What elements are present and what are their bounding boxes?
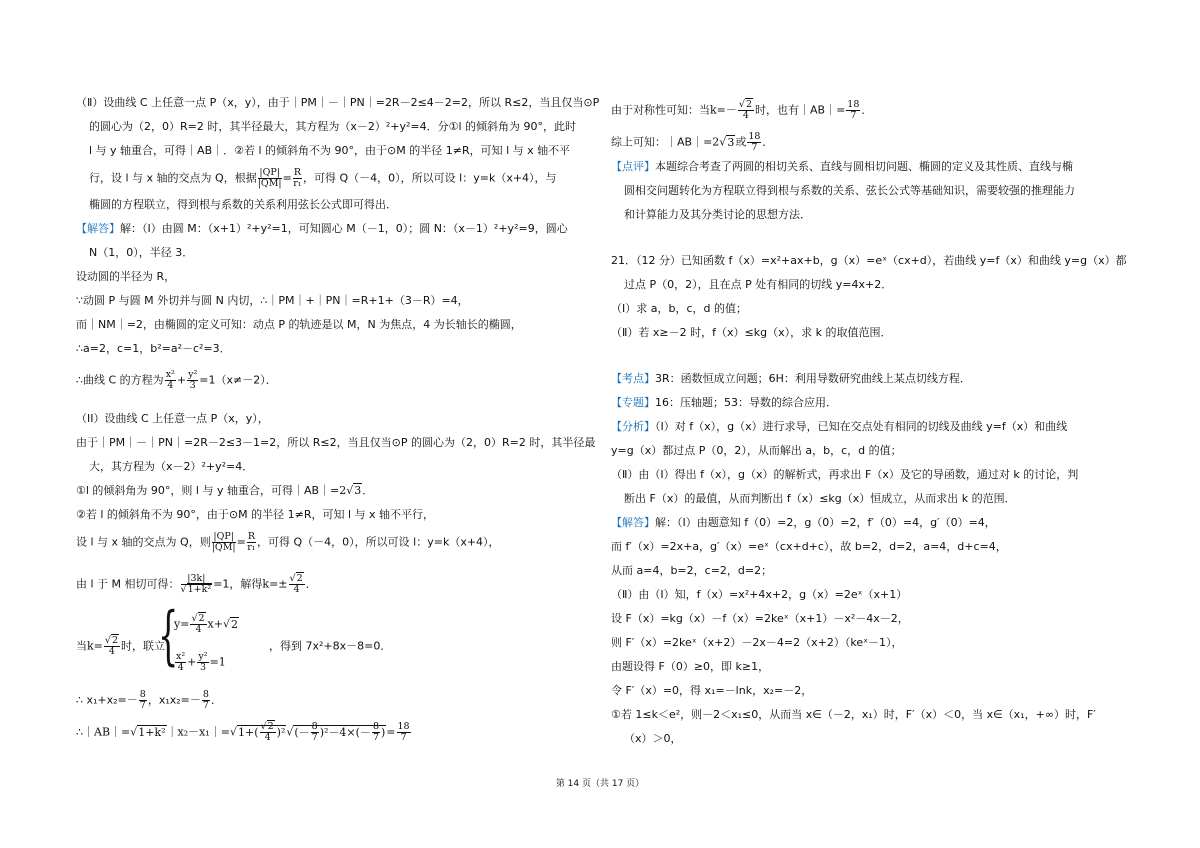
text-line: 而 f′（x）=2x+a，g′（x）=eˣ（cx+d+c），故 b=2，d=2，a=4，d+c=4， [611, 540, 1007, 553]
solution-line: 【解答】解：（Ⅰ）由题意知 f（0）=2，g（0）=2，f′（0）=4，g′（0）=4， [611, 516, 996, 529]
text-line: N（1，0），半径 3． [89, 246, 194, 259]
analysis-line: 【分析】（Ⅰ）对 f（x），g（x）进行求导，已知在交点处有相同的切线及曲线 y=f（x）和曲线 [611, 420, 1068, 433]
fraction: $\frac{8}{7}$ [202, 689, 209, 711]
fraction: $\frac{8}{7}$ [372, 721, 379, 743]
text-line-with-radical: ①l 的倾斜角为 90°，则 l 与 y 轴重合，可得｜AB｜=2√3． [76, 484, 374, 497]
text-line: 由于｜PM｜－｜PN｜=2R－2≤3－1=2，所以 R≤2，当且仅当⊙P 的圆心为（2，0）R=2 时，其半径最 [76, 436, 596, 449]
question-line: 过点 P（0，2），且在点 P 处有相同的切线 y=4x+2． [624, 278, 893, 291]
comment-line: 【点评】本题综合考查了两圆的相切关系、直线与圆相切问题、椭圆的定义及其性质、直线与椭 [611, 160, 1073, 173]
analysis-tag: 【分析】 [611, 420, 655, 433]
fraction: $\frac{|QP|}{|QM|}$ [257, 167, 282, 189]
text-line: 圆相交问题转化为方程联立得到根与系数的关系、弦长公式等基础知识，需要较强的推理能力 [624, 184, 1075, 197]
system-equation-2: $\frac{\text{x²}}{4}$ + $\frac{\text{y²}}{3}$ =1 [176, 651, 226, 673]
text-line: 而｜NM｜=2，由椭圆的定义可知：动点 P 的轨迹是以 M，N 为焦点，4 为长轴长的椭圆， [76, 318, 522, 331]
fraction: $\frac{R}{\text{r₁}}$ [247, 531, 256, 553]
text-line-with-system: 当k= $\frac{√2}{4}$ 时，联立 ，得到 7x²+8x－8=0． [76, 635, 392, 657]
fraction: $\frac{|3k|}{\text{√1+k²}}$ [180, 573, 212, 595]
fraction: $\frac{R}{\text{r₁}}$ [293, 167, 302, 189]
comment-tag: 【点评】 [611, 160, 655, 173]
text-line: 断出 F（x）的最值，从而判断出 f（x）≤kg（x）恒成立，从而求出 k 的范围． [624, 492, 1016, 505]
topic-line: 【专题】16：压轴题；53：导数的综合应用． [611, 396, 837, 409]
text-line: （II）设曲线 C 上任意一点 P（x，y）， [76, 412, 269, 425]
page-footer: 第 14 页（共 17 页） [555, 779, 645, 789]
text-line: 从而 a=4，b=2，c=2，d=2； [611, 564, 773, 577]
text-line: （Ⅱ）由（I）知，f（x）=x²+4x+2，g（x）=2eˣ（x+1） [611, 588, 908, 601]
knowledge-point-tag: 【考点】 [611, 372, 655, 385]
text-line-with-fraction: 综上可知：｜AB｜=2√3或 $\frac{18}{7}$ ． [611, 131, 774, 153]
text-line: （Ⅱ）由（I）得出 f（x），g（x）的解析式，再求出 F（x）及它的导函数，通过对 k 的讨论，判 [611, 468, 1079, 481]
fraction: $\frac{\text{x²}}{4}$ [176, 651, 186, 673]
text-line: （x）＞0， [624, 732, 682, 745]
text-line: 大，其方程为（x－2）²+y²=4． [89, 460, 254, 473]
text-line: 设动圆的半径为 R， [76, 270, 176, 283]
text-line: 设 F（x）=kg（x）－f（x）=2keˣ（x+1）－x²－4x－2， [611, 612, 909, 625]
text-line: y=g（x）都过点 P（0，2），从而解出 a，b，c，d 的值； [611, 444, 902, 457]
solution-line: 【解答】解：（I）由圆 M：（x+1）²+y²=1，可知圆心 M（－1，0）；圆 N：（x－1）²+y²=9，圆心 [76, 222, 568, 235]
fraction: $\frac{18}{7}$ [847, 99, 860, 121]
text-line-with-fraction: 行，设 l 与 x 轴的交点为 Q，根据 $\frac{|QP|}{|QM|}$ = $\frac{R}{\text{r₁}}$ ，可得 Q（－4，0），所以可设 l：y=k（x+4），与 [89, 167, 557, 189]
text-line: ②若 l 的倾斜角不为 90°，由于⊙M 的半径 1≠R，可知 l 与 x 轴不平行， [76, 508, 435, 521]
topic-tag: 【专题】 [611, 396, 655, 409]
fraction: $\frac{18}{7}$ [397, 721, 410, 743]
text-line: l 与 y 轴重合，可得｜AB｜．②若 l 的倾斜角不为 90°，由于⊙M 的半径 1≠R，可知 l 与 x 轴不平 [89, 144, 571, 157]
fraction: $\frac{√2}{4}$ [104, 635, 118, 657]
text-line: 由题设得 F（0）≥0，即 k≥1， [611, 660, 770, 673]
question-line: （Ⅱ）若 x≥－2 时，f（x）≤kg（x），求 k 的取值范围． [611, 326, 892, 339]
fraction: $\frac{\text{y²}}{3}$ [188, 369, 198, 391]
text-line-with-fraction: 由于对称性可知：当k=－ $\frac{√2}{4}$ 时，也有｜AB｜= $\frac{18}{7}$ ． [611, 99, 873, 121]
text-line: 的圆心为（2，0）R=2 时，其半径最大，其方程为（x－2）²+y²=4．分①l 的倾斜角为 90°，此时 [89, 120, 577, 133]
text-line-with-radical: ∴｜AB｜=√1+k²｜x₂－x₁｜=√1+( $\frac{√2}{4}$ )²√(－ $\frac{8}{7}$ )²－4×(－ $\frac{8}{7}$ )= $\frac{18}{7}$ [76, 721, 410, 743]
system-brace: { [158, 599, 179, 673]
fraction: $\frac{|QP|}{|QM|}$ [211, 531, 236, 553]
fraction: $\frac{√2}{4}$ [260, 721, 274, 743]
fraction: $\frac{\text{x²}}{4}$ [165, 369, 175, 391]
text-line: 则 F′（x）=2keˣ（x+2）－2x－4=2（x+2）（keˣ－1）， [611, 636, 903, 649]
fraction: $\frac{√2}{4}$ [191, 613, 205, 635]
text-line: （Ⅱ）设曲线 C 上任意一点 P（x，y），由于｜PM｜－｜PN｜=2R－2≤4－2=2，所以 R≤2，当且仅当⊙P [76, 96, 600, 109]
text-line: 椭圆的方程联立，得到根与系数的关系利用弦长公式即可得出． [89, 198, 397, 211]
text-line: ①若 1≤k＜e²，则－2＜x₁≤0，从而当 x∈（－2，x₁）时，F′（x）＜0，当 x∈（x₁，+∞）时，F′ [611, 708, 1096, 721]
fraction: $\frac{\text{y²}}{3}$ [198, 651, 208, 673]
text-line-with-fraction: 由 l 于 M 相切可得： $\frac{|3k|}{\text{√1+k²}}$ =1，解得k=± $\frac{√2}{4}$ ． [76, 573, 317, 595]
fraction: $\frac{√2}{4}$ [289, 573, 303, 595]
fraction: $\frac{√2}{4}$ [738, 99, 752, 121]
text-line: ∴a=2，c=1，b²=a²－c²=3． [76, 342, 231, 355]
text-line-with-fraction: 设 l 与 x 轴的交点为 Q，则 $\frac{|QP|}{|QM|}$ = $\frac{R}{\text{r₁}}$ ，可得 Q（－4，0），所以可设 l：y=k（x+4）， [76, 531, 500, 553]
system-equation-1: y= $\frac{√2}{4}$ x+√2 [174, 613, 238, 635]
solution-tag: 【解答】 [611, 516, 655, 529]
fraction: $\frac{8}{7}$ [139, 689, 146, 711]
solution-tag: 【解答】 [76, 222, 120, 235]
question-line: 21．（12 分）已知函数 f（x）=x²+ax+b，g（x）=eˣ（cx+d），若曲线 y=f（x）和曲线 y=g（x）都 [611, 254, 1127, 267]
fraction: $\frac{18}{7}$ [748, 131, 761, 153]
text-line: 和计算能力及其分类讨论的思想方法． [624, 208, 811, 221]
knowledge-point-line: 【考点】3R：函数恒成立问题；6H：利用导数研究曲线上某点切线方程． [611, 372, 971, 385]
text-line-with-fraction: ∴ x₁+x₂=－ $\frac{8}{7}$ ，x₁x₂=－ $\frac{8}{7}$ ． [76, 689, 222, 711]
text-line: ∵动圆 P 与圆 M 外切并与圆 N 内切，∴｜PM｜+｜PN｜=R+1+（3－R）=4， [76, 294, 469, 307]
fraction: $\frac{8}{7}$ [311, 721, 318, 743]
text-line-with-fraction: ∴曲线 C 的方程为 $\frac{\text{x²}}{4}$ + $\frac{\text{y²}}{3}$ =1（x≠－2）． [76, 369, 277, 391]
text-line: 令 F′（x）=0，得 x₁=－lnk，x₂=－2， [611, 684, 813, 697]
question-line: （Ⅰ）求 a，b，c，d 的值； [611, 302, 747, 315]
